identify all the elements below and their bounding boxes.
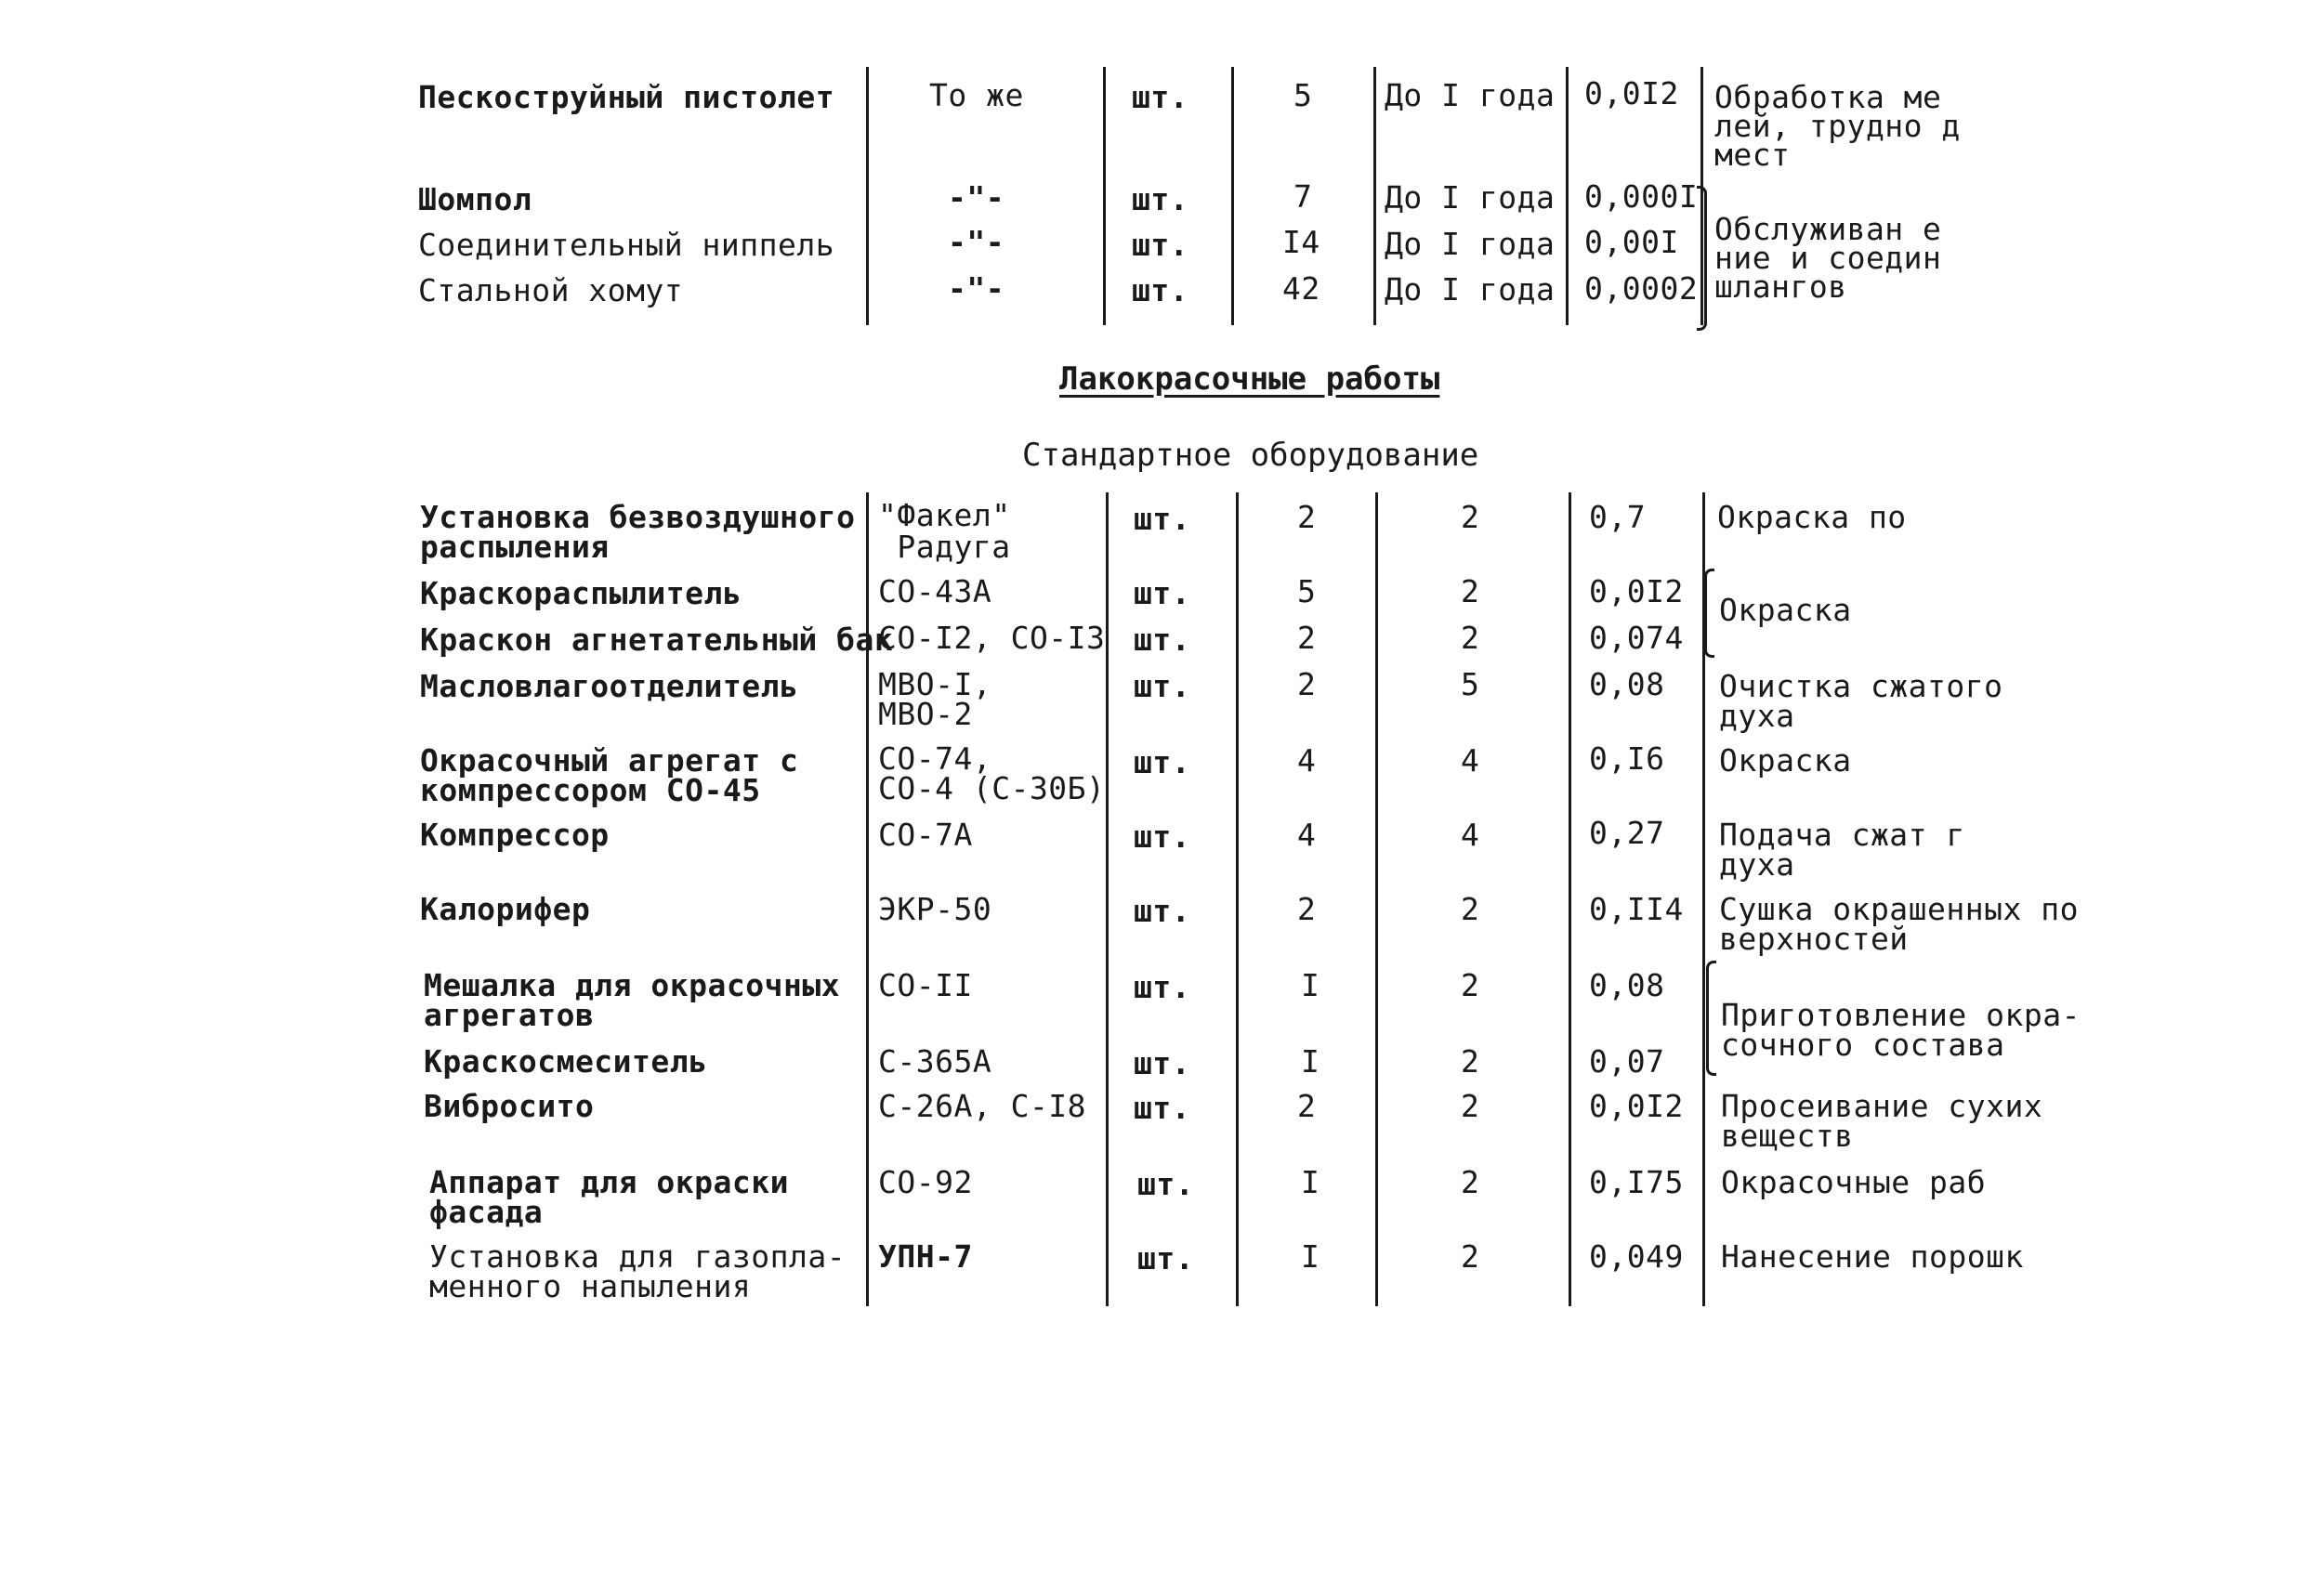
equipment-life: До I года — [1385, 271, 1556, 308]
equipment-name: Вибросито — [424, 1088, 595, 1124]
equipment-unit: шт. — [1132, 79, 1189, 115]
top-table-divider — [1103, 67, 1106, 325]
equipment-power: 0,074 — [1589, 620, 1684, 656]
equipment-qty: 5 — [1297, 573, 1317, 609]
equipment-power: 0,I6 — [1589, 740, 1665, 777]
equipment-unit: шт. — [1134, 668, 1191, 704]
equipment-qty: I4 — [1282, 224, 1320, 260]
equipment-unit: шт. — [1134, 744, 1191, 780]
equipment-power: 0,II4 — [1589, 891, 1684, 927]
equipment-name: Краскораспылитель — [420, 575, 742, 611]
equipment-name: менного напыления — [429, 1268, 752, 1304]
equipment-power: 0,00I — [1584, 224, 1679, 260]
equipment-life: 2 — [1461, 1043, 1480, 1080]
equipment-name: Краскосмеситель — [424, 1043, 708, 1080]
group-purpose: Окраска — [1719, 592, 1852, 628]
group-purpose: сочного состава — [1721, 1027, 2005, 1063]
group-purpose: ние и соедин — [1714, 240, 1942, 276]
equipment-name: Компрессор — [420, 817, 610, 853]
equipment-type: ЭКР-50 — [878, 891, 992, 927]
equipment-power: 0,0002 — [1584, 270, 1699, 307]
equipment-type: УПН-7 — [878, 1238, 973, 1275]
equipment-qty: I — [1301, 1164, 1320, 1200]
group-purpose: Обслуживан е — [1714, 211, 1942, 247]
equipment-unit: шт. — [1134, 1045, 1191, 1081]
equipment-qty: I — [1301, 1043, 1320, 1080]
equipment-name: Стальной хомут — [418, 272, 684, 308]
equipment-name: Масловлагоотделитель — [420, 668, 799, 704]
group-bracket — [1704, 569, 1714, 658]
equipment-power: 0,049 — [1589, 1238, 1684, 1275]
equipment-unit: шт. — [1132, 227, 1189, 263]
top-table-divider — [866, 67, 869, 325]
equipment-type: С-365А — [878, 1043, 992, 1080]
equipment-name: Калорифер — [420, 891, 591, 927]
equipment-life: 4 — [1461, 817, 1480, 853]
equipment-purpose: Нанесение порошк — [1721, 1238, 2024, 1275]
equipment-name: Краскон агнетательный бак — [420, 622, 894, 658]
equipment-type: СО-43А — [878, 573, 992, 609]
equipment-unit: шт. — [1134, 622, 1191, 658]
equipment-unit: шт. — [1137, 1240, 1195, 1276]
equipment-purpose: духа — [1719, 846, 1795, 883]
top-table-divider — [1566, 67, 1569, 325]
equipment-qty: 7 — [1293, 178, 1313, 215]
bottom-table-divider — [866, 492, 869, 1306]
equipment-name: компрессором СО-45 — [420, 772, 761, 808]
equipment-name: Окрасочный агрегат с — [420, 742, 799, 779]
equipment-type: СО-92 — [878, 1164, 973, 1200]
equipment-type: СО-4 (С-30Б) — [878, 770, 1106, 806]
equipment-purpose: Окрасочные раб — [1721, 1164, 1987, 1200]
equipment-power: 0,27 — [1589, 815, 1665, 851]
equipment-qty: 2 — [1297, 620, 1317, 656]
equipment-power: 0,07 — [1589, 1043, 1665, 1080]
equipment-type: -"- — [948, 270, 1005, 307]
equipment-purpose: веществ — [1721, 1118, 1854, 1154]
section-title: Лакокрасочные работы — [1059, 360, 1440, 398]
equipment-power: 0,7 — [1589, 499, 1647, 535]
equipment-power: 0,000I — [1584, 178, 1699, 215]
equipment-purpose: мест — [1714, 137, 1791, 173]
equipment-purpose: Окраска — [1719, 742, 1852, 779]
equipment-qty: I — [1301, 967, 1320, 1003]
equipment-life: 2 — [1461, 967, 1480, 1003]
equipment-purpose: духа — [1719, 698, 1795, 734]
equipment-unit: шт. — [1134, 893, 1191, 929]
equipment-name: распыления — [420, 529, 610, 565]
equipment-life: 2 — [1461, 1164, 1480, 1200]
equipment-power: 0,08 — [1589, 967, 1665, 1003]
equipment-name: Пескоструйный пистолет — [418, 79, 835, 115]
group-bracket — [1697, 186, 1707, 331]
equipment-qty: I — [1301, 1238, 1320, 1275]
bottom-table-divider — [1236, 492, 1239, 1306]
subsection-title: Стандартное оборудование — [1022, 437, 1479, 474]
equipment-name: фасада — [429, 1194, 544, 1230]
equipment-name: Установка безвоздушного — [420, 499, 856, 535]
equipment-type: -"- — [948, 224, 1005, 260]
equipment-unit: шт. — [1137, 1166, 1195, 1202]
equipment-type: "Факел" — [878, 497, 1011, 533]
top-table-divider — [1231, 67, 1234, 325]
equipment-power: 0,0I2 — [1589, 1088, 1684, 1124]
group-purpose: шлангов — [1714, 268, 1847, 305]
equipment-purpose: лей, трудно д — [1714, 108, 1961, 144]
equipment-life: До I года — [1385, 77, 1556, 113]
equipment-life: 4 — [1461, 742, 1480, 779]
equipment-name: Аппарат для окраски — [429, 1164, 789, 1200]
group-purpose: Приготовление окра- — [1721, 997, 2081, 1033]
equipment-life: 2 — [1461, 891, 1480, 927]
equipment-name: Мешалка для окрасочных — [424, 967, 841, 1003]
equipment-type: СО-74, — [878, 740, 992, 777]
equipment-unit: шт. — [1134, 501, 1191, 537]
equipment-unit: шт. — [1134, 969, 1191, 1005]
equipment-life: 2 — [1461, 499, 1480, 535]
equipment-life: 5 — [1461, 666, 1480, 702]
equipment-type: С-26А, С-I8 — [878, 1088, 1087, 1124]
equipment-qty: 2 — [1297, 666, 1317, 702]
equipment-name: Соединительный ниппель — [418, 227, 835, 263]
equipment-life: 2 — [1461, 1238, 1480, 1275]
equipment-qty: 2 — [1297, 499, 1317, 535]
equipment-type: СО-I2, СО-I3 — [878, 620, 1106, 656]
equipment-unit: шт. — [1132, 181, 1189, 217]
equipment-purpose: Окраска по — [1717, 499, 1907, 535]
equipment-type: СО-7А — [878, 817, 973, 853]
bottom-table-divider — [1569, 492, 1571, 1306]
bottom-table-divider — [1106, 492, 1109, 1306]
equipment-power: 0,0I2 — [1589, 573, 1684, 609]
equipment-purpose: Просеивание сухих — [1721, 1088, 2043, 1124]
equipment-qty: 4 — [1297, 817, 1317, 853]
equipment-power: 0,I75 — [1589, 1164, 1684, 1200]
equipment-life: 2 — [1461, 1088, 1480, 1124]
equipment-power: 0,0I2 — [1584, 75, 1679, 111]
bottom-table-divider — [1375, 492, 1378, 1306]
equipment-purpose: Сушка окрашенных по — [1719, 891, 2079, 927]
equipment-type: МВО-2 — [878, 696, 973, 732]
equipment-unit: шт. — [1134, 818, 1191, 855]
equipment-purpose: Подача сжат г — [1719, 817, 1965, 853]
equipment-purpose: Очистка сжатого — [1719, 668, 2003, 704]
equipment-purpose: верхностей — [1719, 921, 1909, 957]
equipment-life: До I года — [1385, 226, 1556, 262]
equipment-qty: 2 — [1297, 1088, 1317, 1124]
equipment-name: Установка для газопла- — [429, 1238, 847, 1275]
equipment-unit: шт. — [1134, 575, 1191, 611]
equipment-qty: 42 — [1282, 270, 1320, 307]
equipment-name: агрегатов — [424, 997, 595, 1033]
equipment-qty: 4 — [1297, 742, 1317, 779]
equipment-unit: шт. — [1134, 1090, 1191, 1126]
equipment-power: 0,08 — [1589, 666, 1665, 702]
equipment-type: МВО-I, — [878, 666, 992, 702]
equipment-qty: 2 — [1297, 891, 1317, 927]
equipment-name: Шомпол — [418, 181, 532, 217]
group-bracket — [1706, 961, 1716, 1076]
equipment-unit: шт. — [1132, 272, 1189, 308]
equipment-type: То же — [929, 77, 1024, 113]
top-table-divider — [1373, 67, 1376, 325]
equipment-qty: 5 — [1293, 77, 1313, 113]
equipment-life: До I года — [1385, 179, 1556, 216]
equipment-type: СО-II — [878, 967, 973, 1003]
equipment-type: -"- — [948, 179, 1005, 216]
equipment-type: Радуга — [878, 529, 1011, 565]
equipment-life: 2 — [1461, 620, 1480, 656]
equipment-life: 2 — [1461, 573, 1480, 609]
equipment-purpose: Обработка ме — [1714, 79, 1942, 115]
